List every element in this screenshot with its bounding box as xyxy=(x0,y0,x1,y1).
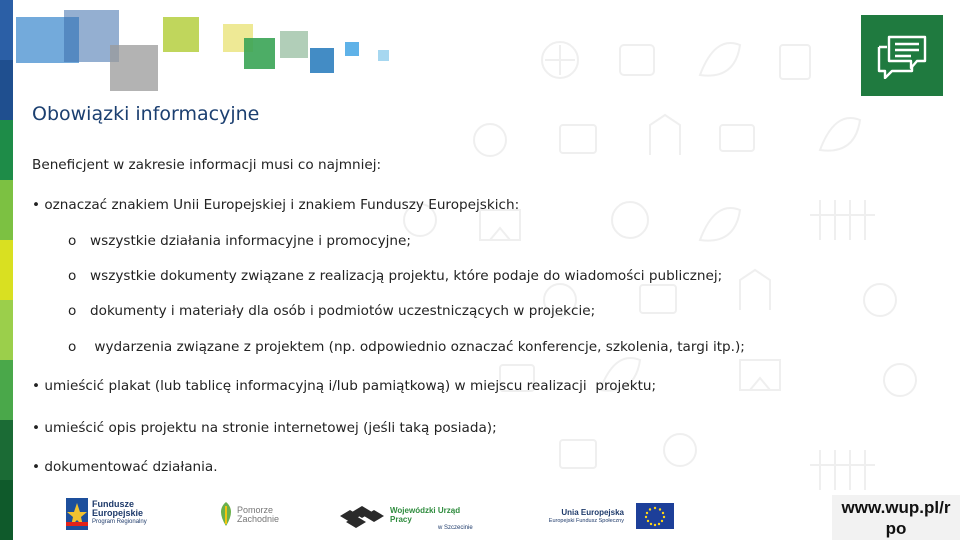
sub-list-item xyxy=(68,303,595,319)
wup-logo-line: Wojewódzki Urząd Pracy xyxy=(390,506,461,524)
sub-list-marker: o xyxy=(68,303,77,319)
ue-logo-line: Europejski Fundusz Społeczny xyxy=(548,518,624,524)
decor-square xyxy=(110,45,158,91)
pomorze-logo-line: Pomorze xyxy=(237,505,274,515)
website-url[interactable] xyxy=(832,495,960,540)
chat-tile xyxy=(861,15,943,96)
decor-square xyxy=(280,31,308,58)
intro-text: Beneficjent w zakresie informacji musi co najmniej: xyxy=(32,157,382,173)
bullet-item: • oznaczać znakiem Unii Europejskiej i znakiem Funduszy Europejskich: xyxy=(32,197,520,213)
bullet-item: • dokumentować działania. xyxy=(32,459,218,475)
eu-flag-icon xyxy=(636,503,674,529)
sub-list-marker: o xyxy=(68,339,77,355)
wup-cubes-icon xyxy=(338,502,388,528)
decor-square xyxy=(163,17,199,52)
pomorze-logo-line: Zachodnie xyxy=(237,514,280,524)
pomorze-leaf-icon xyxy=(215,500,237,528)
wup-logo xyxy=(338,500,478,532)
decor-square xyxy=(378,50,389,61)
sub-list-item xyxy=(68,233,411,249)
sub-list-item xyxy=(68,268,722,284)
fe-logo-line: Fundusze xyxy=(92,499,134,509)
page-title: Obowiązki informacyjne xyxy=(32,103,260,125)
ue-logo-line: Unia Europejska xyxy=(561,508,624,517)
fe-star-icon xyxy=(66,498,88,530)
website-url-line: www.wup.pl/r xyxy=(841,498,951,517)
unia-europejska-logo xyxy=(540,500,675,532)
sub-list-text: wszystkie działania informacyjne i promocyjne; xyxy=(90,233,411,249)
sub-list-text: wszystkie dokumenty związane z realizacją projektu, które podaje do wiadomości publicznej; xyxy=(90,268,723,284)
speech-bubbles-icon xyxy=(875,33,929,79)
sub-list-marker: o xyxy=(68,268,77,284)
fundusze-europejskie-logo xyxy=(66,498,166,532)
sub-list-marker: o xyxy=(68,233,77,249)
website-url-line: po xyxy=(885,519,907,538)
footer-logo-bar xyxy=(0,492,960,540)
sub-list-text: dokumenty i materiały dla osób i podmiotów uczestniczących w projekcie; xyxy=(90,303,596,319)
decor-square xyxy=(345,42,359,56)
bullet-item: • umieścić plakat (lub tablicę informacyjną i/lub pamiątkową) w miejscu realizacji projektu; xyxy=(32,378,657,394)
sub-list-text: wydarzenia związane z projektem (np. odpowiednio oznaczać konferencje, szkolenia, targi itp.); xyxy=(90,339,745,355)
fe-logo-line: Europejskie xyxy=(92,508,144,518)
sub-list-item xyxy=(68,339,745,355)
bullet-item: • umieścić opis projektu na stronie internetowej (jeśli taką posiada); xyxy=(32,420,497,436)
wup-logo-line: w Szczecinie xyxy=(438,525,473,531)
decor-square xyxy=(310,48,334,73)
fe-logo-line: Program Regionalny xyxy=(92,519,147,525)
decor-square xyxy=(244,38,275,69)
pomorze-zachodnie-logo xyxy=(215,500,285,532)
